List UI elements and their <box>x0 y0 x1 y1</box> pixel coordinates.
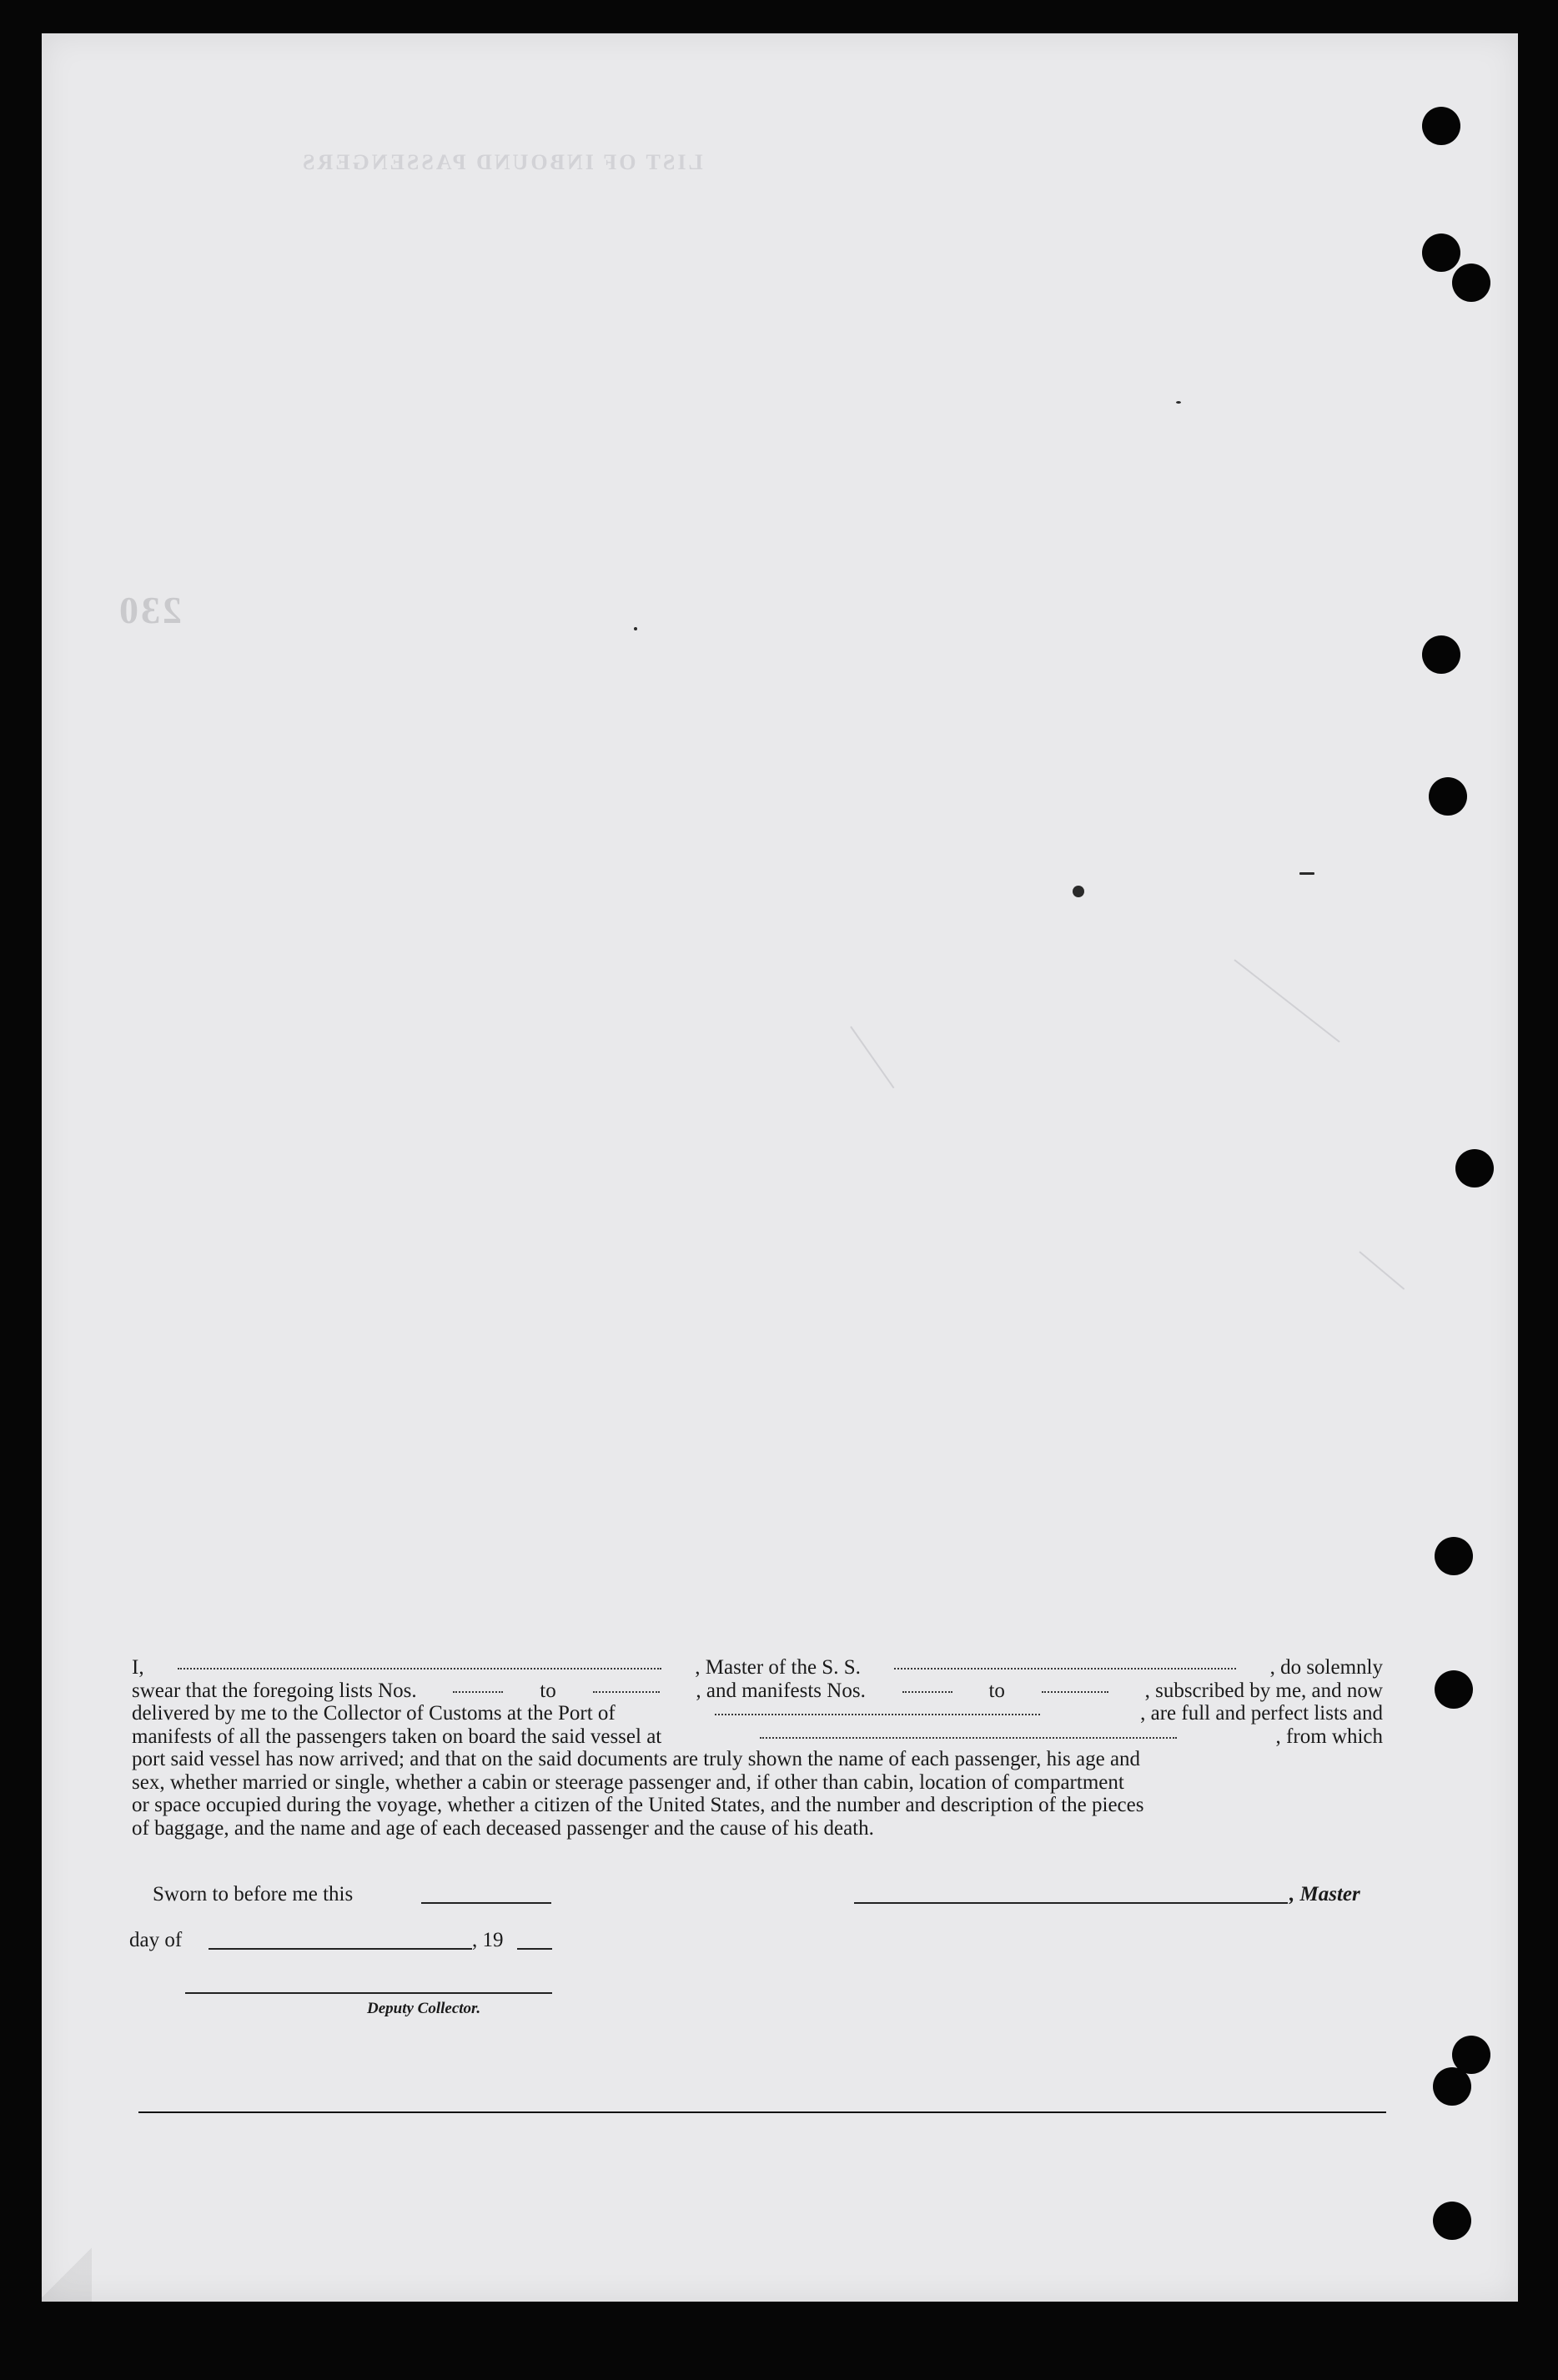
punch-hole <box>1433 2067 1471 2106</box>
deputy-collector-label: Deputy Collector. <box>367 2000 481 2017</box>
scan-speck <box>1176 401 1181 404</box>
oath-line-1 <box>132 1656 1383 1680</box>
deputy-signature-field[interactable] <box>185 1992 552 1994</box>
master-name-field[interactable] <box>178 1656 661 1670</box>
document-page <box>42 33 1518 2302</box>
oath-line-8: of baggage, and the name and age of each deceased passenger and the cause of his death. <box>132 1816 874 1840</box>
day-of-label: day of <box>129 1929 183 1951</box>
oath-text: to <box>540 1679 556 1702</box>
oath-text: delivered by me to the Collector of Customs at the Port of <box>132 1702 616 1725</box>
punch-hole <box>1422 635 1460 674</box>
month-field[interactable] <box>209 1948 472 1950</box>
oath-text: , do solemnly <box>1269 1656 1383 1679</box>
master-oath-paragraph <box>132 1656 1383 1840</box>
oath-text: manifests of all the passengers taken on board the said vessel at <box>132 1725 662 1748</box>
punch-hole <box>1422 233 1460 272</box>
manifest-number-to-field[interactable] <box>1042 1680 1108 1693</box>
oath-text: , subscribed by me, and now <box>1144 1679 1383 1702</box>
oath-line-2 <box>132 1680 1383 1703</box>
oath-line-5: port said vessel has now arrived; and that on the said documents are truly shown the name of each passenger, his age and <box>132 1748 1141 1770</box>
ship-name-field[interactable] <box>894 1656 1236 1670</box>
oath-text: , Master of the S. S. <box>695 1656 861 1679</box>
scan-speck <box>1073 886 1084 897</box>
bottom-divider <box>138 2111 1386 2113</box>
bleed-through-page-number: 230 <box>117 589 182 631</box>
oath-text: to <box>988 1679 1005 1702</box>
punch-hole <box>1452 264 1490 302</box>
sworn-label: Sworn to before me this <box>153 1883 354 1906</box>
manifest-number-from-field[interactable] <box>902 1680 952 1693</box>
scan-speck <box>1299 872 1314 875</box>
punch-hole <box>1429 777 1467 816</box>
punch-hole <box>1422 107 1460 145</box>
master-label: , Master <box>1289 1883 1360 1906</box>
oath-text: swear that the foregoing lists Nos. <box>132 1679 417 1702</box>
scan-speck <box>634 627 637 630</box>
oath-text: , and manifests Nos. <box>696 1679 866 1702</box>
punch-hole <box>1433 2202 1471 2240</box>
list-number-from-field[interactable] <box>453 1680 503 1693</box>
oath-text: I, <box>132 1656 144 1679</box>
master-signature-field[interactable] <box>854 1902 1288 1904</box>
port-of-arrival-field[interactable] <box>715 1702 1040 1715</box>
scan-scratch <box>1234 959 1339 1042</box>
oath-line-6: sex, whether married or single, whether a cabin or steerage passenger and, if other than cabin, location of compartment <box>132 1770 1124 1794</box>
year-field[interactable] <box>517 1948 552 1950</box>
oath-text: , are full and perfect lists and <box>1140 1702 1383 1725</box>
oath-line-4 <box>132 1725 1383 1749</box>
year-label: , 19 <box>472 1929 504 1951</box>
punch-hole <box>1455 1149 1494 1187</box>
list-number-to-field[interactable] <box>593 1680 660 1693</box>
sworn-date-field[interactable] <box>421 1902 551 1904</box>
bleed-through-title: LIST OF INBOUND PASSENGERS <box>300 150 703 174</box>
port-of-embarkation-field[interactable] <box>760 1725 1177 1739</box>
scan-scratch <box>850 1026 894 1088</box>
punch-hole <box>1435 1670 1473 1709</box>
scan-scratch <box>1359 1251 1405 1290</box>
oath-line-3 <box>132 1702 1383 1725</box>
punch-hole <box>1435 1537 1473 1575</box>
oath-line-7: or space occupied during the voyage, whether a citizen of the United States, and the number and description of the pieces <box>132 1794 1144 1816</box>
oath-text: , from which <box>1275 1725 1383 1748</box>
